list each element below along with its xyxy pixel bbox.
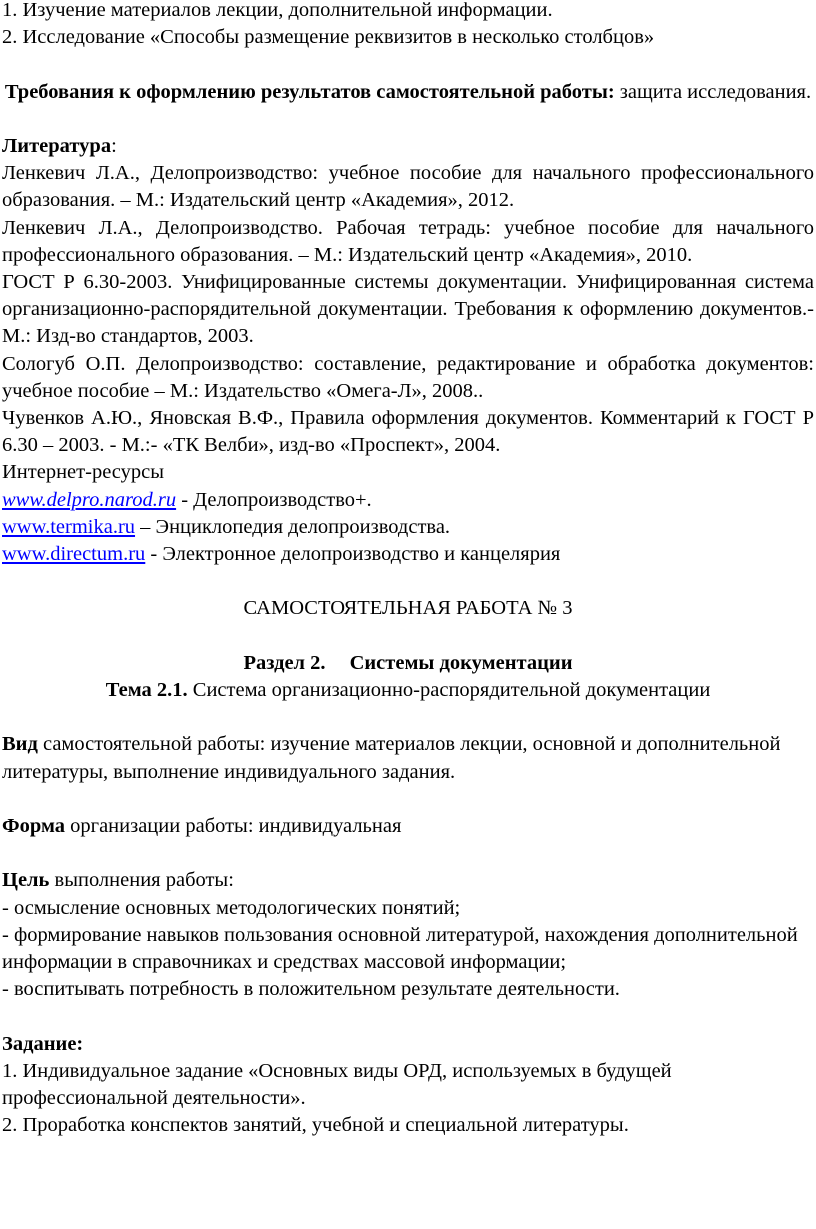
delpro-link[interactable]: www.delpro.narod.ru	[2, 488, 177, 511]
literature-entry-3: ГОСТ Р 6.30-2003. Унифицированные системы документации. Унифицированная система организационно-распорядительной документации. Требования к оформлению документов.- М.: Изд-во стандартов, 2003.	[2, 271, 814, 348]
directum-link[interactable]: www.directum.ru	[2, 543, 146, 566]
kind-text: самостоятельной работы: изучение материалов лекции, основной и дополнительной литературы, выполнение индивидуального задания.	[2, 733, 781, 783]
task-heading	[2, 1031, 814, 1058]
intro-item-1: 1. Изучение материалов лекции, дополнительной информации.	[2, 0, 553, 21]
task-item-2: 2. Проработка конспектов занятий, учебной и специальной литературы.	[2, 1114, 629, 1137]
literature-colon: :	[111, 134, 117, 157]
kind-paragraph	[2, 731, 814, 785]
form-text: организации работы: индивидуальная	[65, 815, 402, 837]
goal-paragraph	[2, 867, 814, 894]
termika-link[interactable]: www.termika.ru	[2, 515, 136, 538]
link-row-1	[2, 487, 814, 514]
requirements-text: защита исследования.	[614, 80, 812, 103]
link-row-3	[2, 541, 814, 568]
task-item-1: 1. Индивидуальное задание «Основных виды ОРД, используемых в будущей профессиональной деятельности».	[2, 1059, 672, 1109]
form-label: Форма	[2, 815, 66, 837]
goal-item-1: - осмысление основных методологических понятий;	[2, 896, 461, 919]
literature-entry-2: Ленкевич Л.А., Делопроизводство. Рабочая тетрадь: учебное пособие для начального профессионального образования. – М.: Издательский центр «Академия», 2010.	[2, 216, 814, 266]
literature-heading	[2, 133, 814, 160]
link-desc-2: – Энциклопедия делопроизводства.	[135, 515, 451, 538]
kind-label: Вид	[2, 733, 38, 756]
task-label: Задание:	[2, 1032, 84, 1055]
topic-text: Система организационно-распорядительной документации	[187, 679, 711, 702]
topic-heading	[2, 677, 814, 704]
requirements-heading: Требования к оформлению результатов самостоятельной работы:	[4, 80, 615, 103]
section-title: Системы документации	[349, 651, 573, 674]
goal-item-3: - воспитывать потребность в положительном результате деятельности.	[2, 978, 620, 1001]
goal-item-2: - формирование навыков пользования основной литературой, нахождения дополнительной информации в справочниках и средствах массовой информации;	[2, 923, 798, 973]
work3-title: САМОСТОЯТЕЛЬНАЯ РАБОТА № 3	[243, 597, 573, 620]
section-label: Раздел 2.	[243, 651, 326, 674]
literature-entry-4: Сологуб О.П. Делопроизводство: составление, редактирование и обработка документов: учебное пособие – М.: Издательство «Омега-Л», 2008..	[2, 352, 814, 402]
goal-text: выполнения работы:	[49, 869, 234, 892]
link-desc-1: - Делопроизводство+.	[176, 488, 372, 511]
form-paragraph	[2, 813, 814, 840]
literature-entry-5: Чувенков А.Ю., Яновская В.Ф., Правила оформления документов. Комментарий к ГОСТ Р 6.30 – 2003. - М.:- «ТК Велби», изд-во «Проспект», 2004.	[2, 407, 814, 457]
intro-item-2: 2. Исследование «Способы размещение реквизитов в несколько столбцов»	[2, 26, 655, 49]
internet-resources-label: Интернет-ресурсы	[2, 461, 164, 484]
topic-label: Тема 2.1.	[105, 679, 188, 702]
section-heading	[2, 650, 814, 677]
link-row-2	[2, 514, 814, 541]
literature-label: Литература	[2, 134, 112, 157]
literature-entry-1: Ленкевич Л.А., Делопроизводство: учебное пособие для начального профессионального образования. – М.: Издательский центр «Академия», 2012.	[2, 162, 814, 212]
goal-label: Цель	[2, 869, 50, 892]
requirements-paragraph	[2, 79, 814, 106]
link-desc-3: - Электронное делопроизводство и канцелярия	[145, 543, 561, 566]
